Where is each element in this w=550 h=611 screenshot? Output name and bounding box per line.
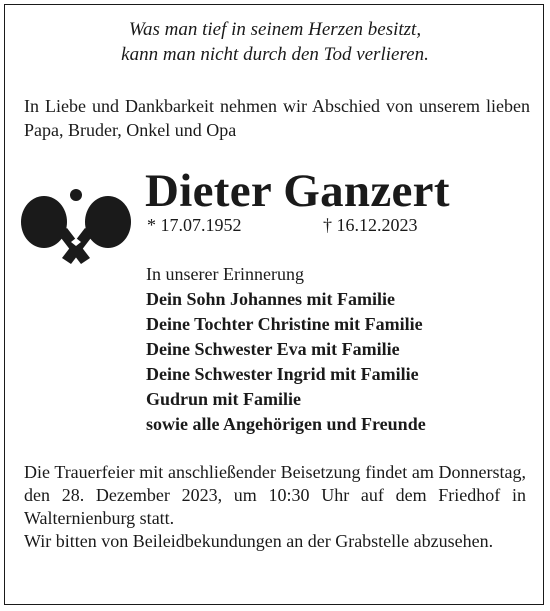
mourner-line: Gudrun mit Familie (146, 389, 302, 409)
funeral-details (24, 461, 526, 553)
memorial-quote (0, 17, 550, 67)
death-date: † 16.12.2023 (323, 215, 418, 235)
mourners-list (146, 262, 426, 437)
funeral-service-text: Die Trauerfeier mit anschließender Beisetzung findet am Donnerstag, den 28. Dezember 2023, um 10:30 Uhr auf dem Friedhof in Walternienburg statt. (24, 462, 526, 528)
birth-date: * 17.07.1952 (147, 215, 242, 235)
condolence-request-text: Wir bitten von Beileidbekundungen an der Grabstelle abzusehen. (24, 531, 494, 551)
mourners-heading: In unserer Erinnerung (146, 264, 304, 284)
table-tennis-paddles-icon (20, 186, 132, 272)
mourner-line: Dein Sohn Johannes mit Familie (146, 289, 396, 309)
mourner-line: Deine Schwester Ingrid mit Familie (146, 364, 419, 384)
mourner-line: Deine Tochter Christine mit Familie (146, 314, 423, 334)
quote-line-1: Was man tief in seinem Herzen besitzt, (128, 19, 422, 40)
deceased-name: Dieter Ganzert (145, 165, 450, 217)
mourner-line: sowie alle Angehörigen und Freunde (146, 414, 426, 434)
mourner-line: Deine Schwester Eva mit Familie (146, 339, 400, 359)
quote-line-2: kann man nicht durch den Tod verlieren. (121, 44, 429, 65)
farewell-intro: In Liebe und Dankbarkeit nehmen wir Abschied von unserem lieben Papa, Bruder, Onkel und Opa (24, 96, 530, 140)
